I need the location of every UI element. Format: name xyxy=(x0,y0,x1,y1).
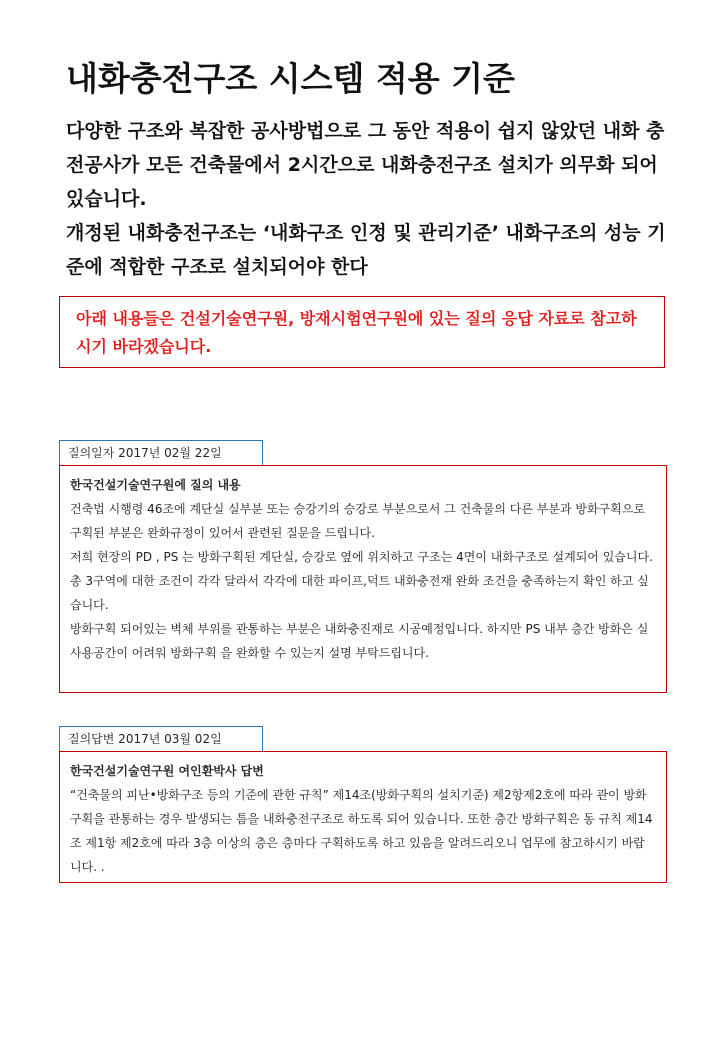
question-paragraph: 총 3구역에 대한 조건이 각각 달라서 각각에 대한 파이프,덕트 내화충전재 완화 조건을 충족하는지 확인 하고 싶습니다. xyxy=(70,574,649,612)
question-box xyxy=(59,465,667,693)
answer-paragraph: “건축물의 피난•방화구조 등의 기준에 관한 규칙” 제14조(방화구획의 설치기준) 제2항제2호에 따라 관이 방화구획을 관통하는 경우 발생되는 틈을 내화충전구조로 하도록 되어 있습니다. 또한 층간 방화구획은 동 규칙 제14조 제1항 제2호에 따라 3층 이상의 층은 층마다 구획하도록 하고 있음을 알려드리오니 업무에 참고하시기 바랍니다. . xyxy=(70,788,653,874)
answer-heading: 한국건설기술연구원 여인환박사 답변 xyxy=(70,764,264,778)
answer-date-tag: 질의답변 2017년 03월 02일 xyxy=(59,726,263,751)
question-paragraph: 건축법 시행령 46조에 계단실 실부분 또는 승강기의 승강로 부분으로서 그 건축물의 다른 부분과 방화구획으로 구획된 부분은 완화규정이 있어서 관련된 질문을 드립니다. xyxy=(70,502,645,540)
question-heading: 한국건설기술연구원에 질의 내용 xyxy=(70,478,241,492)
answer-box xyxy=(59,751,667,883)
intro-paragraph: 다양한 구조와 복잡한 공사방법으로 그 동안 적용이 쉽지 않았던 내화 충전공사가 모든 건축물에서 2시간으로 내화충전구조 설치가 의무화 되어 있습니다. xyxy=(66,120,665,210)
question-paragraph: 방화구획 되어있는 벽체 부위를 관통하는 부분은 내화충진재로 시공예정입니다. 하지만 PS 내부 층간 방화은 실 사용공간이 어려워 방화구획 을 완화할 수 있는지 설명 부탁드립니다. xyxy=(70,622,649,660)
question-date-tag: 질의일자 2017년 02월 22일 xyxy=(59,440,263,465)
intro-section xyxy=(66,114,666,284)
question-paragraph: 저희 현장의 PD , PS 는 방화구획된 계단실, 승강로 옆에 위치하고 구조는 4면이 내화구조로 설계되어 있습니다. xyxy=(70,550,653,564)
notice-box xyxy=(59,296,665,368)
notice-text: 아래 내용들은 건설기술연구원, 방재시험연구원에 있는 질의 응답 자료로 참고하시기 바라겠습니다. xyxy=(76,309,637,356)
intro-paragraph: 개정된 내화충전구조는 ‘내화구조 인정 및 관리기준’ 내화구조의 성능 기준에 적합한 구조로 설치되어야 한다 xyxy=(66,222,666,278)
page-title: 내화충전구조 시스템 적용 기준 xyxy=(66,59,515,98)
